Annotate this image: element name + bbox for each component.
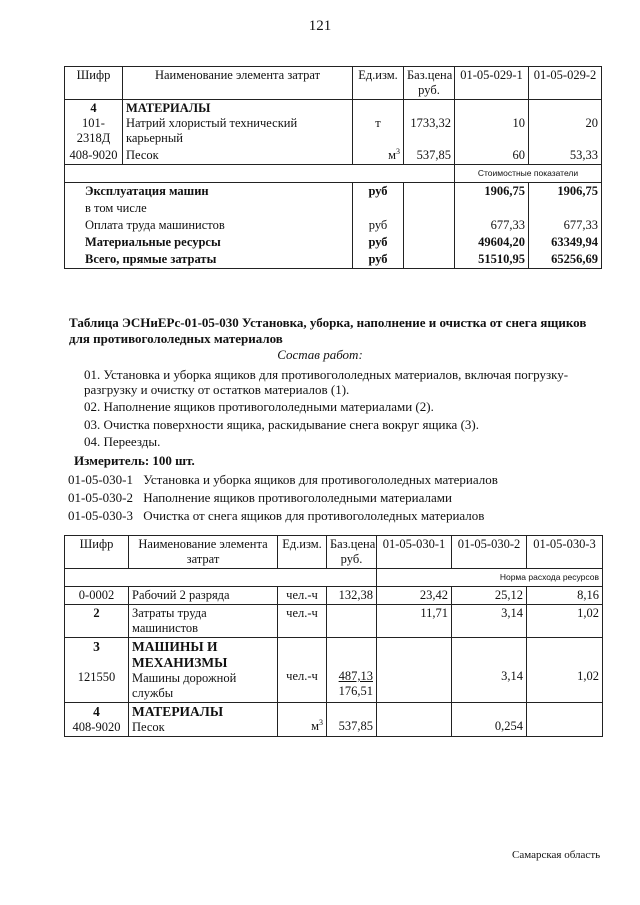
row-price-secondary: 176,51 [338, 684, 373, 698]
header-code: Шифр [65, 536, 129, 569]
summary-row [65, 234, 602, 251]
header-col1: 01-05-029-1 [455, 67, 529, 100]
summary-unit: руб [353, 217, 404, 234]
row-value-1: 11,71 [377, 605, 452, 638]
summary-value-2: 65256,69 [529, 251, 602, 269]
summary-row [65, 200, 602, 217]
row-value-2: 3,14 [452, 605, 527, 638]
summary-value-1: 677,33 [455, 217, 529, 234]
table-row [65, 100, 602, 148]
summary-name: Эксплуатация машин [65, 183, 353, 201]
header-col3: 01-05-030-3 [527, 536, 603, 569]
row-price: 537,85 [404, 147, 455, 165]
row-value-3: 1,02 [527, 605, 603, 638]
summary-unit: руб [353, 183, 404, 201]
section-content: МАТЕРИАЛЫ Натрий хлористый технический карьерный [123, 100, 353, 148]
summary-row [65, 251, 602, 269]
row-value-1: 10 [512, 116, 525, 130]
code-line: 01-05-030-3 Очистка от снега ящиков для противогололедных материалов [68, 508, 485, 523]
row-code: 0-0002 [65, 587, 129, 605]
row-name: МАТЕРИАЛЫ Песок [129, 703, 278, 737]
norm-label-row [65, 569, 603, 587]
header-col2: 01-05-029-2 [529, 67, 602, 100]
table-header-row [65, 67, 602, 100]
row-unit: чел.-ч [278, 587, 327, 605]
section-number: 4 101- 2318Д [65, 100, 123, 148]
work-item: разгрузку и очистку от остатков материалов (1). [84, 382, 350, 397]
row-unit: $м^3$ [311, 717, 323, 733]
row-value-1: 60 [455, 147, 529, 165]
table-row [65, 587, 603, 605]
row-code: 2 [65, 605, 129, 638]
header-unit: Ед.изм. [353, 67, 404, 100]
row-code: 408-9020 [65, 147, 123, 165]
summary-name: Материальные ресурсы [65, 234, 353, 251]
row-value-2: 3,14 [501, 669, 523, 683]
row-unit: чел.-ч [286, 669, 318, 683]
summary-value-2: 677,33 [529, 217, 602, 234]
row-name: МАШИНЫ И МЕХАНИЗМЫ Машины дорожной службы [129, 638, 278, 703]
summary-value-2: 1906,75 [529, 183, 602, 201]
summary-name: Оплата труда машинистов [65, 217, 353, 234]
summary-name: Всего, прямые затраты [65, 251, 353, 269]
table-row [65, 605, 603, 638]
header-name: Наименование элемента затрат [129, 536, 278, 569]
row-code: 3 121550 [65, 638, 129, 703]
header-price: Баз.цена руб. [327, 536, 377, 569]
row-price: 537,85 [338, 719, 373, 733]
summary-row [65, 217, 602, 234]
row-code: 4 408-9020 [65, 703, 129, 737]
row-unit: чел.-ч [278, 605, 327, 638]
summary-label: Стоимостные показатели [455, 165, 602, 183]
meter: Измеритель: 100 шт. [74, 453, 195, 468]
row-price: 1733,32 [410, 116, 451, 130]
header-code: Шифр [65, 67, 123, 100]
header-col1: 01-05-030-1 [377, 536, 452, 569]
table-row [65, 703, 603, 737]
row-value-1: 23,42 [377, 587, 452, 605]
work-item: 01. Установка и уборка ящиков для противогололедных материалов, включая погрузку- [84, 367, 569, 382]
summary-value-2: 63349,94 [529, 234, 602, 251]
work-item: 04. Переезды. [84, 434, 161, 449]
row-value-2: 53,33 [529, 147, 602, 165]
work-item: 03. Очистка поверхности ящика, раскидывание снега вокруг ящика (3). [84, 417, 479, 432]
row-value-2: 25,12 [452, 587, 527, 605]
header-col2: 01-05-030-2 [452, 536, 527, 569]
norm-label: Норма расхода ресурсов [377, 569, 603, 587]
row-value-3: 8,16 [527, 587, 603, 605]
row-price: 487,13 [338, 669, 373, 683]
header-price: Баз.цена руб. [404, 67, 455, 100]
table-row [65, 638, 603, 703]
resource-table-029 [64, 66, 602, 269]
summary-value-1: 1906,75 [455, 183, 529, 201]
summary-label-row [65, 165, 602, 183]
row-value-3: 1,02 [577, 669, 599, 683]
code-line: 01-05-030-1 Установка и уборка ящиков для противогололедных материалов [68, 472, 498, 487]
summary-value-1: 49604,20 [455, 234, 529, 251]
summary-name: в том числе [65, 200, 353, 217]
row-price: 132,38 [327, 587, 377, 605]
row-name: Затраты труда машинистов [129, 605, 278, 638]
header-unit: Ед.изм. [278, 536, 327, 569]
work-item: 02. Наполнение ящиков противогололедными материалами (2). [84, 399, 434, 414]
summary-value-1: 51510,95 [455, 251, 529, 269]
table-header-row [65, 536, 603, 569]
row-name: Рабочий 2 разряда [129, 587, 278, 605]
row-unit: т [375, 116, 381, 130]
composition-heading: Состав работ: [277, 347, 363, 362]
footer-region: Самарская область [512, 849, 601, 861]
header-name: Наименование элемента затрат [123, 67, 353, 100]
row-value-2: 20 [585, 116, 598, 130]
summary-row [65, 183, 602, 201]
code-line: 01-05-030-2 Наполнение ящиков противогололедными материалами [68, 490, 452, 505]
summary-unit: руб [353, 251, 404, 269]
row-unit: $м^3$ [353, 147, 404, 165]
summary-unit: руб [353, 234, 404, 251]
table-title: Таблица ЭСНиЕРс-01-05-030 Установка, уборка, наполнение и очистка от снега ящиков для противогололедных материалов [69, 315, 587, 346]
row-name: Песок [123, 147, 353, 165]
resource-table-030 [64, 535, 603, 737]
page-number: 121 [308, 18, 332, 34]
table-row [65, 147, 602, 165]
row-value-2: 0,254 [494, 719, 523, 733]
